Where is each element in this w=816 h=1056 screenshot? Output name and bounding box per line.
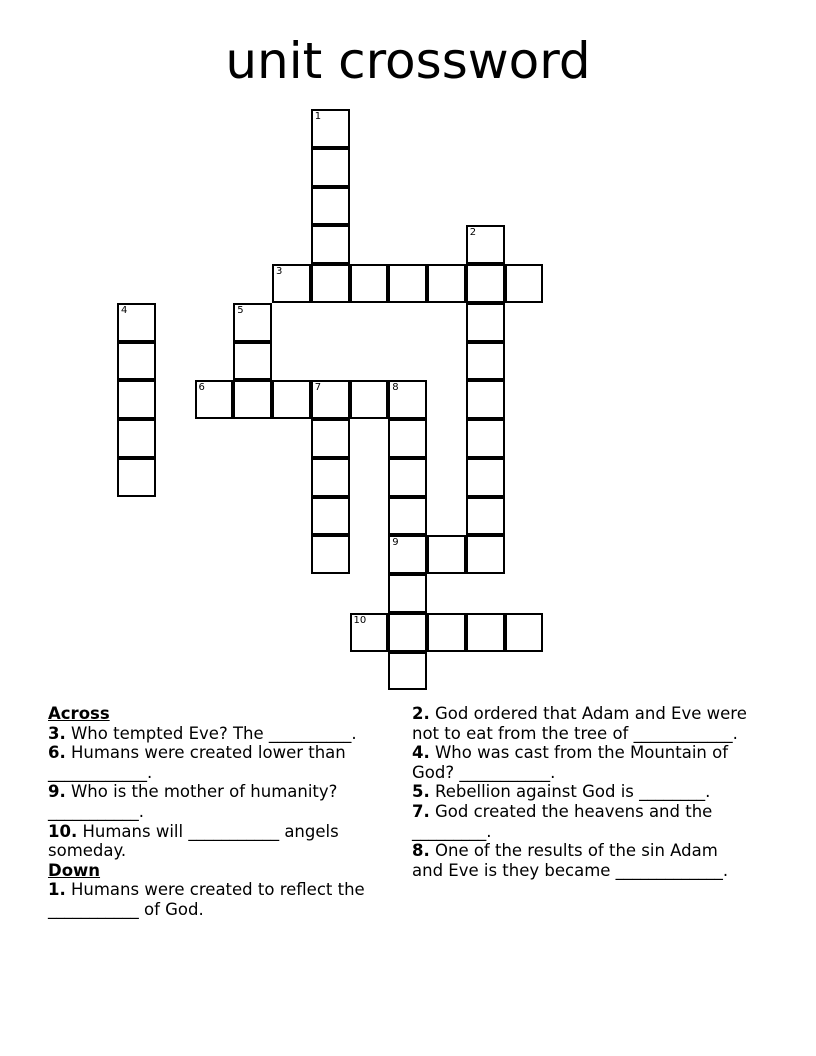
grid-cell[interactable]: [272, 380, 311, 419]
grid-cell[interactable]: [311, 109, 350, 148]
clue-number: 10.: [48, 821, 78, 841]
clue-down: [412, 704, 752, 743]
grid-cell[interactable]: [311, 225, 350, 264]
clue-number: 3.: [48, 723, 66, 743]
grid-cell[interactable]: [427, 264, 466, 303]
grid-cell[interactable]: [388, 419, 427, 458]
grid-cell[interactable]: [233, 303, 272, 342]
clue-number: 9.: [48, 782, 66, 802]
clue-down: [412, 802, 752, 841]
clue-across: [48, 743, 388, 782]
clue-down: [412, 782, 752, 802]
down-clues-continued: [412, 704, 752, 880]
grid-cell[interactable]: [466, 303, 505, 342]
clue-number: 5.: [412, 782, 430, 802]
clue-text: Humans were created lower than ____________.: [48, 743, 346, 782]
clue-number: 5: [237, 304, 244, 316]
down-clues: [48, 880, 388, 919]
grid-cell[interactable]: [466, 380, 505, 419]
grid-cell[interactable]: [466, 535, 505, 574]
across-heading: Across: [48, 704, 110, 723]
grid-cell[interactable]: [388, 535, 427, 574]
clue-number: 1.: [48, 880, 66, 900]
clue-down: [412, 841, 752, 880]
grid-cell[interactable]: [311, 419, 350, 458]
grid-cell[interactable]: [272, 264, 311, 303]
clue-across: [48, 822, 388, 861]
clue-text: Who was cast from the Mountain of God? ___________.: [412, 743, 729, 782]
grid-cell[interactable]: [311, 497, 350, 536]
grid-cell[interactable]: [311, 458, 350, 497]
grid-cell[interactable]: [388, 458, 427, 497]
grid-cell[interactable]: [388, 264, 427, 303]
clue-number: 2.: [412, 704, 430, 723]
grid-cell[interactable]: [466, 225, 505, 264]
clue-number: 4: [121, 304, 128, 316]
grid-cell[interactable]: [233, 380, 272, 419]
grid-cell[interactable]: [388, 652, 427, 691]
clue-number: 2: [469, 227, 477, 239]
clue-down: [48, 880, 388, 919]
clue-text: God created the heavens and the _________.: [412, 801, 713, 841]
grid-cell[interactable]: [350, 380, 389, 419]
clue-down: [412, 743, 752, 782]
grid-cell[interactable]: [350, 264, 389, 303]
grid-cell[interactable]: [117, 419, 156, 458]
clue-number: 7: [314, 382, 322, 394]
grid-cell[interactable]: [427, 613, 466, 652]
clue-text: Who tempted Eve? The __________.: [65, 723, 357, 743]
grid-cell[interactable]: [505, 264, 544, 303]
grid-cell[interactable]: [466, 458, 505, 497]
clues-left-column: [48, 704, 388, 920]
across-clues: [48, 724, 388, 861]
clue-number: 8: [392, 382, 399, 394]
clue-text: God ordered that Adam and Eve were not to eat from the tree of ____________.: [412, 704, 747, 743]
grid-cell[interactable]: [233, 342, 272, 381]
down-heading: Down: [48, 860, 101, 880]
clue-number: 4.: [412, 743, 430, 763]
clue-text: Who is the mother of humanity? ___________.: [48, 782, 338, 821]
clue-number: 1: [314, 111, 322, 122]
clue-number: 7.: [412, 801, 430, 821]
clue-across: [48, 724, 388, 744]
grid-cell[interactable]: [505, 613, 544, 652]
grid-cell[interactable]: [388, 380, 427, 419]
grid-cell[interactable]: [311, 148, 350, 187]
clue-number: 10: [353, 614, 367, 626]
grid-cell[interactable]: [466, 264, 505, 303]
grid-cell[interactable]: [311, 187, 350, 226]
clue-number: 3: [276, 266, 283, 277]
grid-cell[interactable]: [466, 613, 505, 652]
grid-cell[interactable]: [117, 303, 156, 342]
clue-number: 9: [392, 537, 399, 549]
clue-across: [48, 782, 388, 821]
clue-text: Humans will ___________ angels someday.: [48, 821, 339, 861]
grid-cell[interactable]: [388, 574, 427, 613]
clue-number: 6: [198, 382, 205, 394]
grid-cell[interactable]: [427, 535, 466, 574]
grid-cell[interactable]: [388, 613, 427, 652]
grid-cell[interactable]: [466, 497, 505, 536]
grid-cell[interactable]: [117, 380, 156, 419]
page-title: unit crossword: [225, 32, 591, 90]
clue-text: One of the results of the sin Adam and Eve is they became _____________.: [412, 841, 729, 880]
grid-cell[interactable]: [388, 497, 427, 536]
grid-cell[interactable]: [466, 419, 505, 458]
grid-cell[interactable]: [466, 342, 505, 381]
grid-cell[interactable]: [311, 264, 350, 303]
grid-cell[interactable]: [117, 458, 156, 497]
grid-cell[interactable]: [311, 535, 350, 574]
clue-text: Rebellion against God is ________.: [429, 782, 711, 802]
grid-cell[interactable]: [311, 380, 350, 419]
clue-number: 6.: [48, 743, 66, 763]
clue-number: 8.: [412, 841, 430, 861]
clue-text: Humans were created to reflect the ___________ of God.: [48, 880, 365, 919]
grid-cell[interactable]: [117, 342, 156, 381]
grid-cell[interactable]: [195, 380, 234, 419]
grid-cell[interactable]: [350, 613, 389, 652]
clues-right-column: [412, 704, 752, 880]
